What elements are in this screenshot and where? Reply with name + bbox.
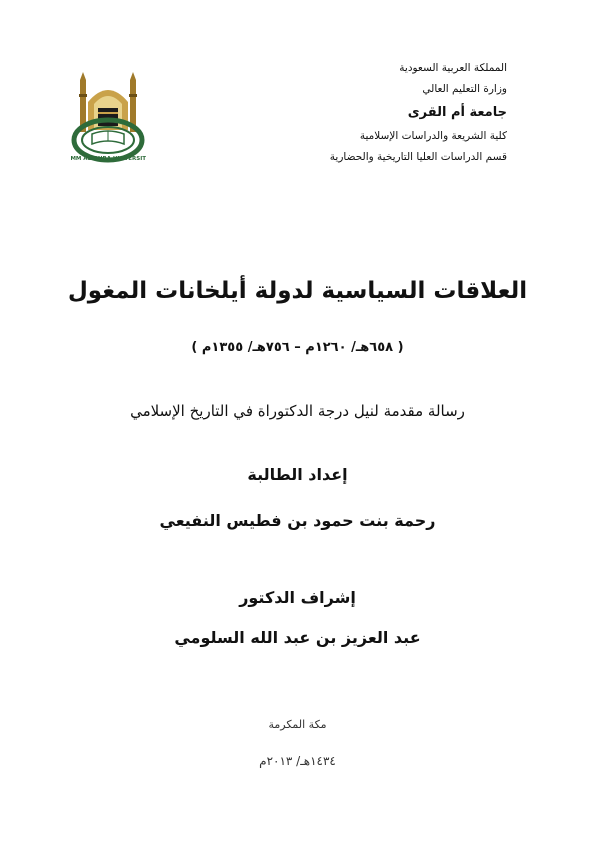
- college-name: كلية الشريعة والدراسات الإسلامية: [359, 130, 507, 142]
- supervision-label: إشراف الدكتور: [239, 588, 356, 607]
- city-name: مكة المكرمة: [268, 718, 327, 731]
- department-name: قسم الدراسات العليا التاريخية والحضارية: [329, 151, 507, 163]
- institution-header: [207, 58, 507, 168]
- thesis-title: العلاقات السياسية لدولة أيلخانات المغول: [67, 278, 528, 304]
- university-seal-icon: [70, 72, 146, 164]
- preparation-label: إعداد الطالبة: [247, 465, 348, 484]
- ministry-name: وزارة التعليم العالي: [422, 83, 507, 95]
- thesis-statement: رسالة مقدمة لنيل درجة الدكتوراة في التاريخ الإسلامي: [130, 402, 465, 420]
- supervisor-name: عبد العزيز بن عبد الله السلومي: [174, 628, 421, 647]
- thesis-period-dates: ( ٦٥٨هـ/ ١٢٦٠م – ٧٥٦هـ/ ١٣٥٥م ): [191, 340, 404, 355]
- student-name: رحمة بنت حمود بن فطيس النفيعي: [159, 511, 436, 530]
- kingdom-name: المملكة العربية السعودية: [399, 62, 507, 74]
- submission-year: ١٤٣٤هـ/ ٢٠١٣م: [259, 754, 336, 768]
- svg-text:UMM AL-QURA UNIVERSITY: UMM AL-QURA UNIVERSITY: [70, 156, 146, 162]
- university-name: جامعة أم القرى: [407, 105, 507, 120]
